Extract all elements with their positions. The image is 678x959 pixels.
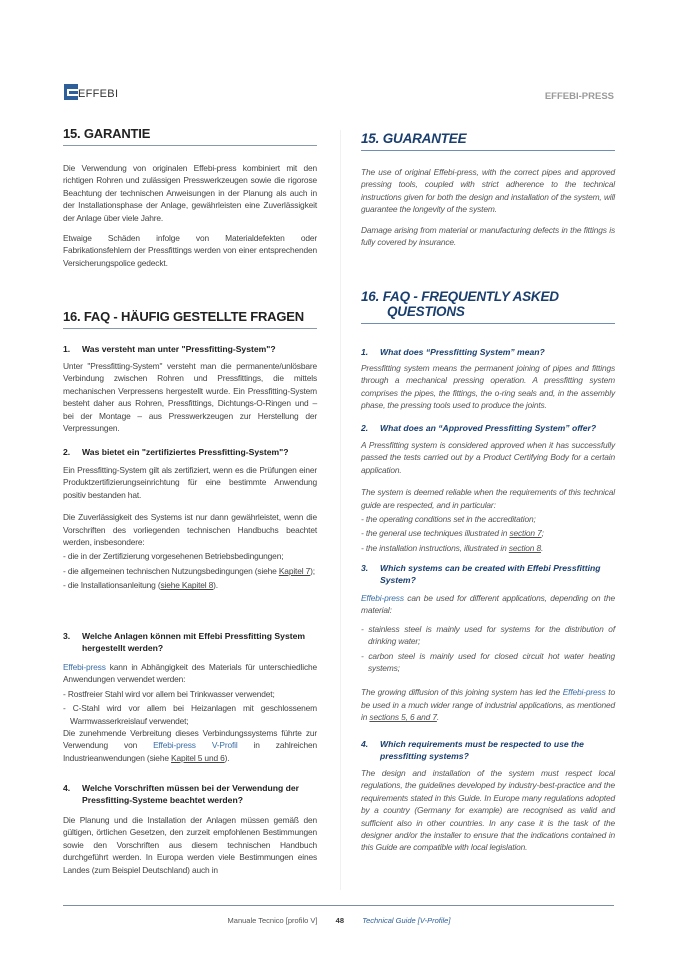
num: 1. (361, 347, 369, 357)
t: Die zunehmende Verbreitung dieses Verbindungssystems führte zur Verwendung von (63, 728, 317, 751)
question-text: Which requirements must be respected to use the pressfitting systems? (380, 739, 584, 762)
en-question-3 (361, 562, 615, 587)
paragraph: Ein Pressfitting-System gilt als zertifiziert, wenn es die Prüfungen einer Produktzertifizierungseinrichtung für eine bestimmte Anwendung positiv bestanden hat. (63, 465, 317, 500)
brand-link[interactable]: Effebi-press (562, 687, 606, 698)
bullet: - C-Stahl wird vor allem bei Heizanlagen mit geschlossenem Warmwasserkreislauf verwendet; (63, 703, 317, 726)
num: 3. (63, 631, 71, 641)
line: QUESTIONS (387, 304, 465, 319)
logo-mark-icon (64, 84, 78, 100)
link-section-7[interactable]: section 7 (509, 528, 542, 539)
bullet (361, 542, 615, 554)
bullet: - die in der Zertifizierung vorgesehenen Betriebsbedingungen; (63, 551, 284, 562)
de-answer-3 (63, 661, 317, 764)
en-guarantee-text (361, 166, 615, 248)
paragraph: Unter "Pressfitting-System" versteht man die permanente/unlösbare Verbindung zwischen Rohren und Pressfittings, die mittels mechanischen Verpressens hergestellt wurde. Ein Pressfitting-System besteht daher aus Rohren, Pressfittings, Dichtungs-O-Ringen und – bei der Montage – aus Presswerkzeugen zur Herstellung der Verpressungen. (63, 361, 317, 434)
heading-guarantee: 15. GUARANTEE (361, 131, 615, 151)
t: . (436, 712, 440, 723)
line: 16. FAQ - FREQUENTLY ASKED (361, 289, 559, 304)
question-text: What does an “Approved Pressfitting System” offer? (380, 423, 597, 433)
de-question-1 (63, 343, 317, 355)
paragraph (63, 727, 317, 764)
paragraph (361, 686, 615, 723)
question-text: Was bietet ein "zertifiziertes Pressfitting-System"? (82, 447, 289, 457)
footer-manual-title: Manuale Tecnico [profilo V] (227, 916, 318, 925)
effebi-logo (64, 84, 118, 100)
brand-link[interactable]: Effebi-press (63, 662, 106, 672)
de-answer-1 (63, 360, 317, 434)
t: - die allgemeinen technischen Nutzungsbedingungen (siehe (63, 565, 279, 576)
link-kapitel-8[interactable]: siehe Kapitel 8 (160, 580, 214, 591)
en-answer-1 (361, 362, 615, 412)
paragraph: Die Verwendung von originalen Effebi-press kombiniert mit den richtigen Rohren und zulässigen Presswerkzeugen sowie die rigorose Beachtung der technischen Anweisungen in der Planung als auch in der Installationsphase der Anlage, gewährleisten eine Zuverlässigkeit der Anlage über viele Jahre. (63, 163, 317, 223)
brand-link[interactable]: Effebi-press (361, 593, 404, 603)
link-sections-5-6-7[interactable]: sections 5, 6 and 7 (369, 712, 437, 723)
heading-garantie: 15. GARANTIE (63, 126, 317, 146)
num: 4. (63, 783, 71, 793)
link-kapitel-7[interactable]: Kapitel 7 (278, 565, 311, 576)
question-text: What does “Pressfitting System” mean? (380, 347, 545, 357)
paragraph: The system is deemed reliable when the requirements of this technical guide are respected, and in particular: (361, 487, 615, 510)
t: - die Installationsanleitung ( (63, 580, 161, 591)
bullet: - stainless steel is mainly used for systems for the distribution of drinking water; (361, 623, 615, 647)
num: 2. (361, 423, 369, 433)
column-divider (340, 130, 341, 890)
de-guarantee-text (63, 162, 317, 269)
en-question-1 (361, 346, 615, 358)
link-kapitel-5-6[interactable]: Kapitel 5 und 6 (171, 752, 225, 763)
en-question-2 (361, 422, 615, 434)
de-answer-2 (63, 464, 317, 592)
bullet: - Rostfreier Stahl wird vor allem bei Trinkwasser verwendet; (63, 688, 275, 699)
num: 4. (361, 739, 369, 749)
t: - the installation instructions, illustrated in (361, 542, 509, 553)
t: can be used for different applications, depending on the material: (361, 593, 615, 616)
en-question-4 (361, 738, 615, 763)
paragraph: Pressfitting system means the permanent joining of pipes and fittings through a mechanical pressing operation. A pressfitting system comprises the pipes, the fittings, the o-ring seals and, in the assembly phase, the pressing tools used to produce the joints. (361, 363, 615, 411)
de-question-4 (63, 782, 317, 807)
t: to be used in a much wider range of industrial applications, as mentioned in (361, 687, 615, 723)
paragraph (63, 661, 317, 686)
paragraph: Die Planung und die Installation der Anlagen müssen gemäß den gültigen, örtlichen Gesetzen, den zurzeit empfohlenen Bestimmungen sowie den Vorschriften aus diesem technischen Handbuch durchgeführt werden. In Europa werden viele Bestimmungen eines Landes (zum Beispiel Deutschland) auch in (63, 815, 317, 875)
en-answer-2 (361, 439, 615, 554)
bullet (361, 527, 615, 539)
paragraph: Damage arising from material or manufacturing defects in the fittings is fully covered by insurance. (361, 224, 615, 248)
bullet: - carbon steel is mainly used for closed circuit hot water heating systems; (361, 650, 615, 674)
num: 1. (63, 344, 71, 354)
heading-faq-en (361, 289, 615, 324)
en-answer-4 (361, 767, 615, 854)
t: The growing diffusion of this joining system has led the (361, 687, 563, 698)
t: in zahlreichen Industrieanwendungen (siehe (63, 740, 317, 763)
bullet: - the operating conditions set in the accreditation; (361, 514, 536, 525)
bullet (63, 579, 317, 591)
heading-faq-de: 16. FAQ - HÄUFIG GESTELLTE FRAGEN (63, 309, 317, 329)
bullet (63, 565, 317, 577)
footer (0, 916, 678, 925)
paragraph: The use of original Effebi-press, with the correct pipes and approved pressing tools, coupled with strict adherence to the technical instructions given for both the design and installation of the system, will guarantee the longevity of the system. (361, 167, 615, 215)
header-brand-label: EFFEBI-PRESS (544, 91, 614, 102)
de-answer-4 (63, 814, 317, 876)
t: kann in Abhängigkeit des Materials für unterschiedliche Anwendungen verwendet werden: (63, 662, 317, 685)
t: ). (213, 580, 218, 591)
logo-text: EFFEBI (78, 88, 119, 100)
t: ; (541, 528, 544, 539)
paragraph (361, 592, 615, 617)
paragraph: Die Zuverlässigkeit des Systems ist nur dann gewährleistet, wenn die Vorschriften des vorliegenden technischen Handbuchs beachtet werden, insbesondere: (63, 512, 317, 548)
en-answer-3 (361, 592, 615, 724)
paragraph: Etwaige Schäden infolge von Materialdefekten oder Fabrikationsfehlern der Pressfittings werden von einer entsprechenden Versicherungspolice gedeckt. (63, 233, 317, 268)
paragraph: A Pressfitting system is considered approved when it has successfully passed the tests carried out by a Product Certifying Body for a certain application. (361, 440, 615, 475)
question-text: Welche Anlagen können mit Effebi Pressfitting System hergestellt werden? (82, 631, 306, 654)
num: 3. (361, 563, 369, 573)
paragraph: The design and installation of the system must respect local regulations, the guidelines developed by industry-best-practice and the requirements stated in this Guide. In Europe many regulations adopted by a country (Germany for example) are recognised as valid and sufficient also in other countries. In any case it is the task of the designer and/or the installer to ensure that the indications contained in this Guide are compatible with local legislation. (361, 768, 615, 853)
de-question-2 (63, 446, 317, 458)
de-question-3 (63, 630, 317, 655)
link-section-8[interactable]: section 8 (508, 542, 541, 553)
t: ). (224, 752, 230, 763)
t: . (540, 542, 544, 553)
t: ); (310, 565, 315, 576)
question-text: Which systems can be created with Effebi Pressfitting System? (380, 563, 601, 586)
page-number: 48 (335, 916, 344, 925)
question-text: Was versteht man unter "Pressfitting-System"? (82, 344, 276, 354)
brand-link[interactable]: Effebi-press V-Profil (153, 740, 238, 751)
footer-guide-title: Technical Guide [V-Profile] (362, 916, 451, 925)
footer-rule (63, 905, 614, 906)
num: 2. (63, 447, 71, 457)
question-text: Welche Vorschriften müssen bei der Verwendung der Pressfitting-Systeme beachtet werden? (82, 783, 299, 806)
t: - the general use techniques illustrated in (361, 528, 510, 539)
